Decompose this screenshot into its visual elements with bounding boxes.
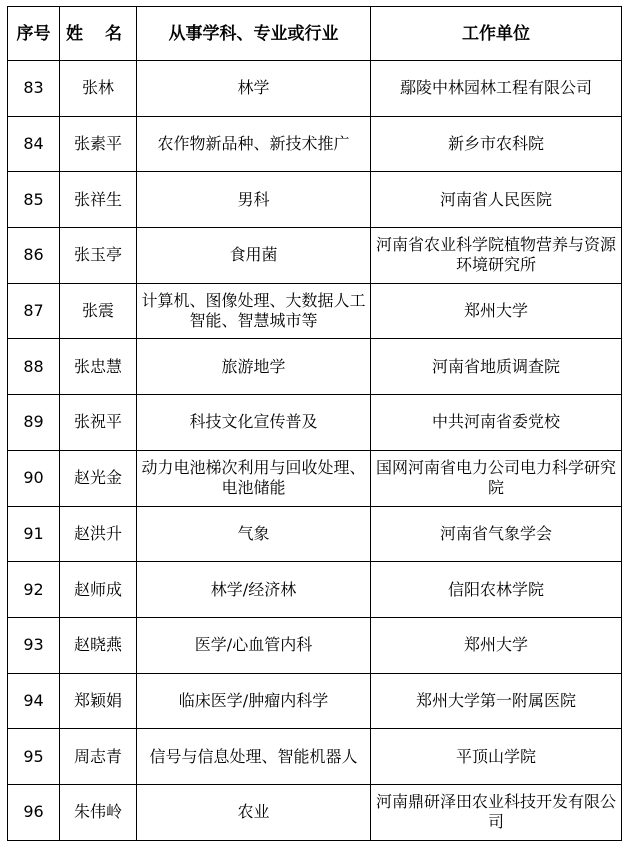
table-row	[8, 339, 622, 395]
cell-name: 周志青	[60, 729, 137, 785]
cell-field: 计算机、图像处理、大数据人工智能、智慧城市等	[137, 283, 371, 339]
cell-serial-number: 91	[8, 506, 60, 562]
cell-serial-number: 93	[8, 617, 60, 673]
cell-name: 赵光金	[60, 450, 137, 506]
table-row	[8, 784, 622, 840]
cell-name: 张林	[60, 61, 137, 117]
cell-name: 张震	[60, 283, 137, 339]
cell-serial-number: 96	[8, 784, 60, 840]
cell-field: 男科	[137, 172, 371, 228]
cell-serial-number: 94	[8, 673, 60, 729]
cell-work-unit: 河南鼎研泽田农业科技开发有限公司	[371, 784, 622, 840]
table-row	[8, 283, 622, 339]
cell-work-unit: 郑州大学	[371, 617, 622, 673]
cell-work-unit: 信阳农林学院	[371, 562, 622, 618]
cell-field: 医学/心血管内科	[137, 617, 371, 673]
cell-field: 旅游地学	[137, 339, 371, 395]
cell-serial-number: 88	[8, 339, 60, 395]
cell-name: 郑颖娟	[60, 673, 137, 729]
table-row	[8, 673, 622, 729]
cell-name: 张忠慧	[60, 339, 137, 395]
cell-serial-number: 95	[8, 729, 60, 785]
cell-serial-number: 89	[8, 395, 60, 451]
cell-field: 动力电池梯次利用与回收处理、电池储能	[137, 450, 371, 506]
table-header	[8, 7, 622, 61]
table-row	[8, 228, 622, 284]
cell-serial-number: 85	[8, 172, 60, 228]
cell-field: 科技文化宣传普及	[137, 395, 371, 451]
cell-serial-number: 87	[8, 283, 60, 339]
header-serial-number: 序号	[8, 7, 60, 61]
cell-work-unit: 河南省人民医院	[371, 172, 622, 228]
header-row	[8, 7, 622, 61]
cell-field: 信号与信息处理、智能机器人	[137, 729, 371, 785]
cell-field: 临床医学/肿瘤内科学	[137, 673, 371, 729]
table-row	[8, 450, 622, 506]
cell-work-unit: 河南省气象学会	[371, 506, 622, 562]
cell-field: 农作物新品种、新技术推广	[137, 116, 371, 172]
cell-name: 赵洪升	[60, 506, 137, 562]
header-work-unit: 工作单位	[371, 7, 622, 61]
cell-field: 林学/经济林	[137, 562, 371, 618]
cell-name: 赵晓燕	[60, 617, 137, 673]
expert-roster-table	[7, 6, 622, 841]
table-row	[8, 562, 622, 618]
cell-serial-number: 90	[8, 450, 60, 506]
cell-name: 张素平	[60, 116, 137, 172]
cell-serial-number: 83	[8, 61, 60, 117]
cell-field: 气象	[137, 506, 371, 562]
cell-work-unit: 郑州大学第一附属医院	[371, 673, 622, 729]
header-name: 姓 名	[60, 7, 137, 61]
cell-work-unit: 新乡市农科院	[371, 116, 622, 172]
cell-name: 张祝平	[60, 395, 137, 451]
cell-serial-number: 84	[8, 116, 60, 172]
table-row	[8, 617, 622, 673]
table-row	[8, 506, 622, 562]
cell-name: 张祥生	[60, 172, 137, 228]
cell-field: 食用菌	[137, 228, 371, 284]
table-row	[8, 172, 622, 228]
cell-work-unit: 河南省地质调查院	[371, 339, 622, 395]
cell-serial-number: 86	[8, 228, 60, 284]
cell-work-unit: 河南省农业科学院植物营养与资源环境研究所	[371, 228, 622, 284]
cell-work-unit: 国网河南省电力公司电力科学研究院	[371, 450, 622, 506]
table-row	[8, 395, 622, 451]
cell-name: 朱伟岭	[60, 784, 137, 840]
cell-field: 农业	[137, 784, 371, 840]
cell-serial-number: 92	[8, 562, 60, 618]
cell-work-unit: 中共河南省委党校	[371, 395, 622, 451]
cell-name: 赵师成	[60, 562, 137, 618]
cell-field: 林学	[137, 61, 371, 117]
cell-work-unit: 郑州大学	[371, 283, 622, 339]
table-row	[8, 61, 622, 117]
header-field: 从事学科、专业或行业	[137, 7, 371, 61]
table-body	[8, 61, 622, 841]
cell-work-unit: 平顶山学院	[371, 729, 622, 785]
cell-work-unit: 鄢陵中林园林工程有限公司	[371, 61, 622, 117]
table-row	[8, 116, 622, 172]
cell-name: 张玉亭	[60, 228, 137, 284]
table-row	[8, 729, 622, 785]
